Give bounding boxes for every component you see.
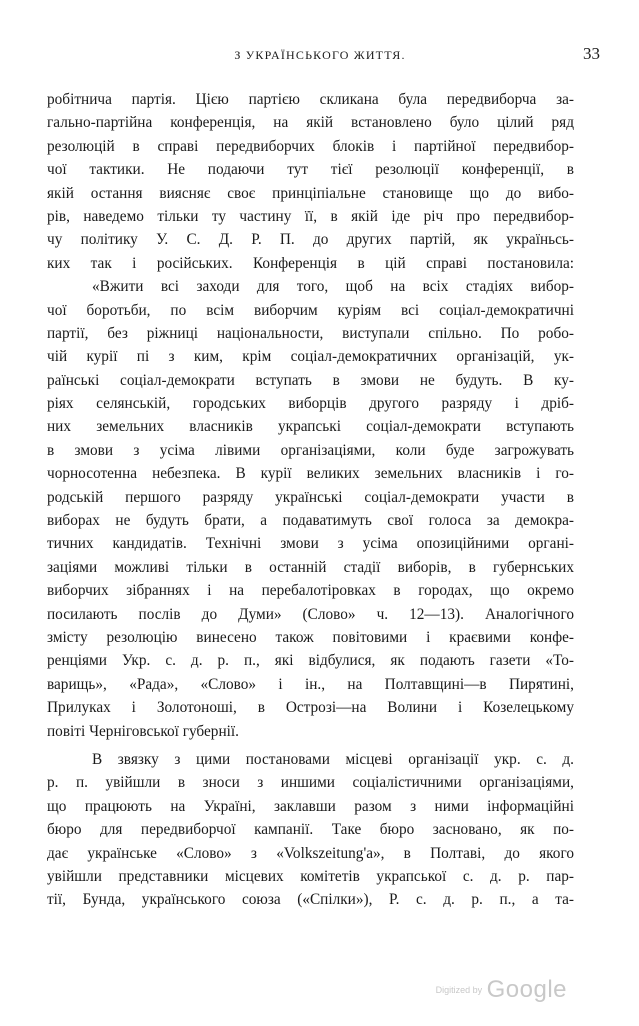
text-line: що працюють на Україні, заклавши разом з ними інформаційні (47, 797, 574, 815)
text-line: партії, без ріжниці національности, виступали спільно. По робо- (47, 324, 574, 342)
text-line: варищь», «Рада», «Слово» і ін., на Полтавщині—в Пирятині, (47, 675, 574, 693)
text-line: виборах не будуть брати, а подаватимуть свої голоса за демокра- (47, 512, 574, 530)
text-line: повіті Черніговської губернії. (47, 722, 239, 740)
text-line: ріях селянській, городських виборців другого разряду і дріб- (47, 395, 574, 413)
text-line: ренціями Укр. с. д. р. п., які відбулися, як подають газети «То- (47, 652, 574, 670)
paragraph-2-quote (47, 275, 574, 743)
text-line: чій курії пі з ким, крім соціал-демократичних організацій, ук- (47, 348, 574, 366)
google-logo: Google (486, 976, 567, 1003)
running-title: З УКРАЇНСЬКОГО ЖИТТЯ. (234, 48, 406, 62)
text-line: чої боротьби, по всім виборчим куріям всі соціал-демократичні (47, 301, 574, 319)
text-line: родській першого разряду українські соціал-демократи участи в (47, 488, 574, 506)
text-line: бюро для передвиборчої кампанії. Таке бюро засновано, як по- (47, 821, 574, 839)
text-line: робітнича партія. Цією партією скликана була передвиборча за- (47, 91, 574, 108)
text-line: тії, Бунда, українського союза («Спілки»), Р. с. д. р. п., а та- (47, 891, 574, 909)
text-line: увійшли представники місцевих комітетів украпської с. д. р. пар- (47, 867, 574, 885)
page-number: 33 (583, 44, 600, 63)
paragraph-3 (47, 748, 574, 912)
text-line: рів, наведемо тільки ту частину її, в якій іде річ про передвибор- (47, 207, 574, 225)
text-line: в змови з усіма лівими організаціями, коли буде загрожувать (47, 441, 574, 459)
text-line: ких так і російських. Конференція в цій справі постановила: (47, 254, 574, 272)
text-line: В звязку з цими постановами місцеві організації укр. с. д. (92, 750, 574, 768)
text-line: р. п. увійшли в зноси з иншими соціалістичними організаціями, (47, 774, 574, 792)
text-line: чу політику У. С. Д. Р. П. до других партій, як україньсь- (47, 231, 574, 249)
text-line: виборчих зібраннях і на перебалотіровках в городах, що окремо (47, 582, 574, 600)
body-text (47, 88, 574, 912)
text-line: якій остання виясняє своє принціпіальне становище що до вибо- (47, 184, 574, 202)
text-line: них земельних власників украпські соціал-демократи вступають (47, 418, 574, 436)
paragraph-1 (47, 88, 574, 275)
text-line: тичних кандидатів. Технічні змови з усіма опозиційними органі- (47, 535, 574, 553)
text-line: заціями можливі тільки в останній стадії виборів, в губернських (47, 558, 574, 576)
text-line: гально-партійна конференція, на якій встановлено було цілий ряд (47, 114, 574, 132)
digitized-watermark (436, 976, 567, 1006)
text-line: «Вжити всі заходи для того, щоб на всіх стадіях вибор- (92, 278, 574, 296)
text-line: дає українське «Слово» з «Volkszeitung'а», в Полтаві, до якого (47, 844, 574, 862)
text-line: резолюцій в справі передвиборчих блоків і партійної передвибор- (47, 137, 574, 155)
text-line: чої тактики. Не подаючи тут тієї резолюції конференції, в (47, 161, 574, 179)
text-line: Прилуках і Золотоноші, в Острозі—на Волини і Козелецькому (47, 699, 574, 717)
watermark-prefix: Digitized by (435, 985, 483, 995)
running-head (40, 44, 600, 66)
text-line: чорносотенна небезпека. В курії великих земельних власників і го- (47, 465, 574, 483)
text-line: раїнські соціал-демократи вступать в змови не будуть. В ку- (47, 371, 574, 389)
text-line: посилають послів до Думи» (Слово» ч. 12—13). Аналогічного (47, 605, 574, 623)
text-line: змісту резолюцію винесено також повітовими і краєвими конфе- (47, 628, 574, 646)
